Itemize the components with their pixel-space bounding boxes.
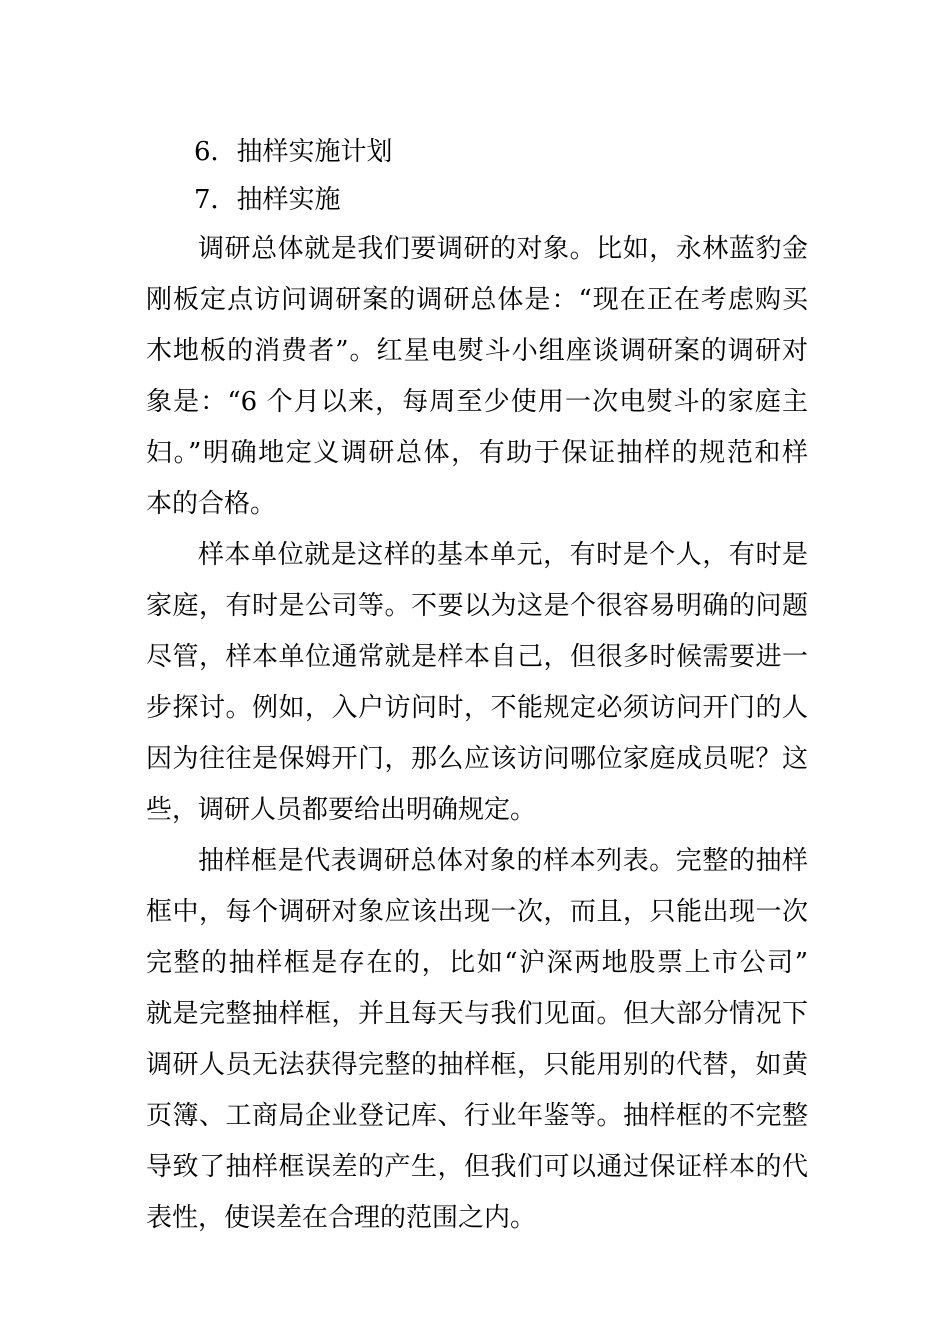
text-line: 刚板定点访问调研案的调研总体是：“现在正在考虑购买 [146,285,808,315]
paragraph-survey-population [146,224,808,530]
text-line: 抽样框是代表调研总体对象的样本列表。完整的抽样 [198,846,808,876]
text-line: 框中，每个调研对象应该出现一次，而且，只能出现一次 [146,897,808,927]
text-line: 本的合格。 [146,489,277,519]
text-line: 样本单位就是这样的基本单元，有时是个人，有时是 [198,540,808,570]
text-line: 页簿、工商局企业登记库、行业年鉴等。抽样框的不完整 [146,1101,808,1131]
text-line: 完整的抽样框是存在的，比如“沪深两地股票上市公司” [146,948,808,978]
text-line: 因为往往是保姆开门，那么应该访问哪位家庭成员呢？这 [146,744,808,774]
document-body [146,128,808,1244]
text-line: 木地板的消费者”。红星电熨斗小组座谈调研案的调研对 [146,336,808,366]
text-line: 些，调研人员都要给出明确规定。 [146,795,537,825]
paragraph-sampling-frame [146,836,808,1244]
text-line: 步探讨。例如，入户访问时，不能规定必须访问开门的人 [146,693,808,723]
text-line: 家庭，有时是公司等。不要以为这是个很容易明确的问题 [146,591,808,621]
list-item-6: 6．抽样实施计划 [194,137,393,167]
text-line: 表性，使误差在合理的范围之内。 [146,1203,537,1233]
list-item-7: 7．抽样实施 [194,185,341,215]
text-line: 妇。”明确地定义调研总体，有助于保证抽样的规范和样 [146,438,808,468]
text-line: 尽管，样本单位通常就是样本自己，但很多时候需要进一 [146,642,808,672]
text-line: 象是：“6 个月以来，每周至少使用一次电熨斗的家庭主 [146,387,808,417]
text-line: 就是完整抽样框，并且每天与我们见面。但大部分情况下 [146,999,808,1029]
text-line: 导致了抽样框误差的产生，但我们可以通过保证样本的代 [146,1152,808,1182]
text-line: 调研人员无法获得完整的抽样框，只能用别的代替，如黄 [146,1050,808,1080]
paragraph-sample-unit [146,530,808,836]
text-line: 调研总体就是我们要调研的对象。比如，永林蓝豹金 [198,234,808,264]
